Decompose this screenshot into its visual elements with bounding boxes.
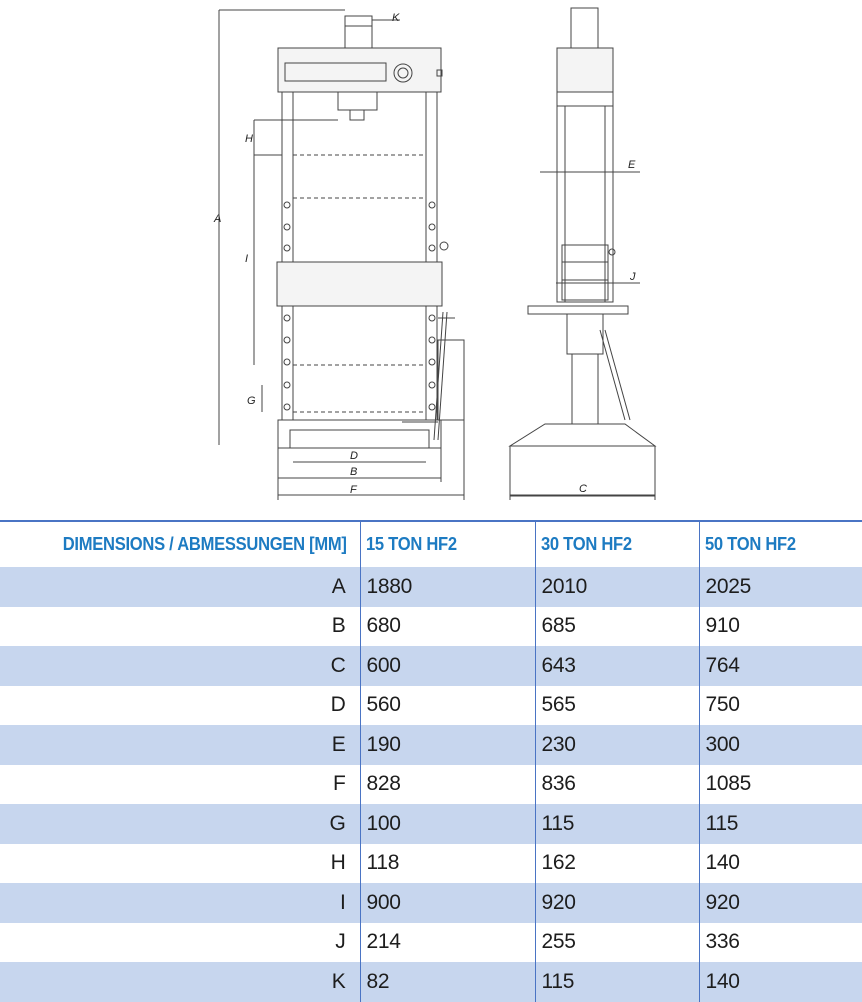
row-key: B	[0, 607, 360, 647]
cell-30-ton: 115	[535, 962, 699, 1002]
cell-30-ton: 255	[535, 923, 699, 963]
cell-30-ton: 115	[535, 804, 699, 844]
table-row	[0, 646, 862, 686]
cell-15-ton: 214	[360, 923, 535, 963]
cell-30-ton: 836	[535, 765, 699, 805]
cell-50-ton: 140	[699, 962, 862, 1002]
cell-15-ton: 560	[360, 686, 535, 726]
cell-50-ton: 140	[699, 844, 862, 884]
cell-50-ton: 1085	[699, 765, 862, 805]
row-key: E	[0, 725, 360, 765]
dimensions-table	[0, 520, 862, 1002]
table-row	[0, 804, 862, 844]
dim-label-d: D	[350, 450, 358, 462]
row-key: K	[0, 962, 360, 1002]
cell-15-ton: 828	[360, 765, 535, 805]
cell-15-ton: 100	[360, 804, 535, 844]
table-row	[0, 923, 862, 963]
dim-label-h: H	[245, 133, 253, 145]
cell-50-ton: 920	[699, 883, 862, 923]
dim-label-j: J	[630, 271, 636, 283]
row-key: I	[0, 883, 360, 923]
row-key: A	[0, 567, 360, 607]
dim-label-c: C	[579, 483, 587, 495]
cell-30-ton: 643	[535, 646, 699, 686]
dim-label-a: A	[214, 213, 222, 225]
table-row	[0, 962, 862, 1002]
cell-30-ton: 2010	[535, 567, 699, 607]
cell-30-ton: 230	[535, 725, 699, 765]
cell-15-ton: 190	[360, 725, 535, 765]
header-50-ton: 50 TON HF2	[699, 521, 849, 567]
header-dimensions: DIMENSIONS / ABMESSUNGEN [MM]	[29, 521, 360, 567]
dim-label-k: K	[392, 12, 400, 24]
header-30-ton: 30 TON HF2	[535, 521, 686, 567]
table-header-row	[0, 521, 862, 567]
front-view	[219, 10, 464, 500]
dim-label-i: I	[245, 253, 249, 265]
cell-50-ton: 764	[699, 646, 862, 686]
dim-label-g: G	[247, 395, 256, 407]
table-row	[0, 686, 862, 726]
header-15-ton: 15 TON HF2	[360, 521, 521, 567]
cell-50-ton: 115	[699, 804, 862, 844]
row-key: D	[0, 686, 360, 726]
cell-50-ton: 910	[699, 607, 862, 647]
cell-15-ton: 600	[360, 646, 535, 686]
row-key: F	[0, 765, 360, 805]
cell-50-ton: 2025	[699, 567, 862, 607]
row-key: J	[0, 923, 360, 963]
table-row	[0, 765, 862, 805]
table-row	[0, 567, 862, 607]
cell-50-ton: 300	[699, 725, 862, 765]
cell-50-ton: 750	[699, 686, 862, 726]
cell-30-ton: 162	[535, 844, 699, 884]
cell-30-ton: 565	[535, 686, 699, 726]
row-key: G	[0, 804, 360, 844]
row-key: H	[0, 844, 360, 884]
cell-15-ton: 680	[360, 607, 535, 647]
cell-15-ton: 900	[360, 883, 535, 923]
cell-15-ton: 82	[360, 962, 535, 1002]
cell-30-ton: 920	[535, 883, 699, 923]
cell-15-ton: 118	[360, 844, 535, 884]
table-row	[0, 607, 862, 647]
dim-label-e: E	[628, 159, 636, 171]
cell-50-ton: 336	[699, 923, 862, 963]
side-view	[510, 8, 655, 500]
row-key: C	[0, 646, 360, 686]
dim-label-f: F	[350, 484, 357, 496]
dim-label-b: B	[350, 466, 358, 478]
table-row	[0, 725, 862, 765]
table-row	[0, 883, 862, 923]
cell-30-ton: 685	[535, 607, 699, 647]
table-row	[0, 844, 862, 884]
cell-15-ton: 1880	[360, 567, 535, 607]
